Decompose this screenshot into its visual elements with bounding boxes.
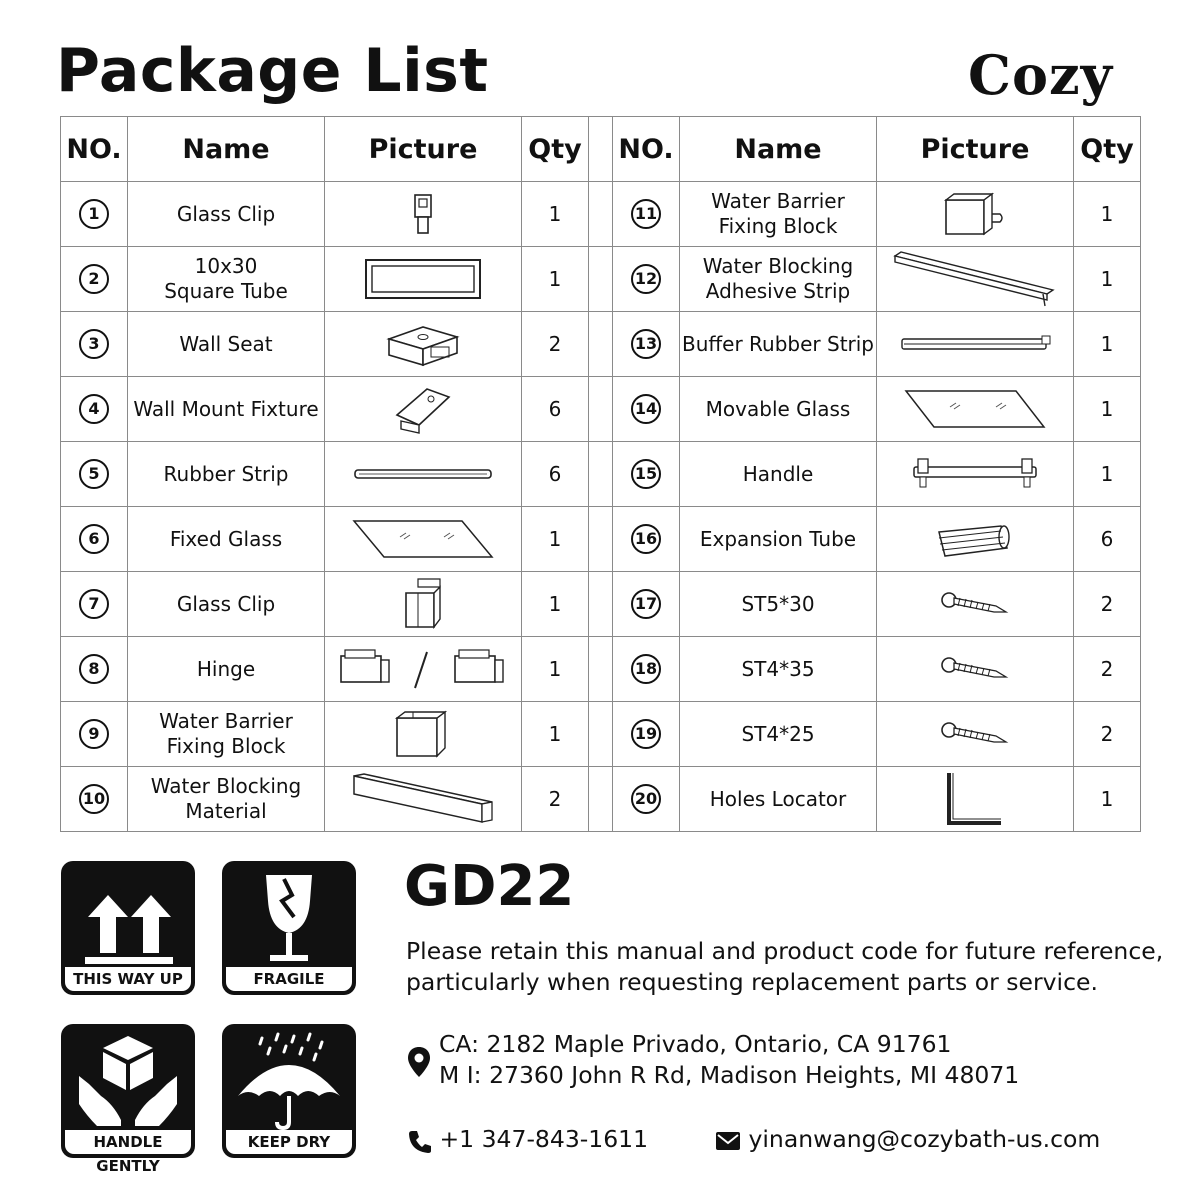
item-qty: 1 bbox=[1074, 442, 1141, 507]
address-mi: M I: 27360 John R Rd, Madison Heights, MI 48071 bbox=[439, 1061, 1020, 1089]
number-badge: 20 bbox=[631, 784, 661, 814]
item-picture bbox=[877, 572, 1074, 637]
header-no: NO. bbox=[61, 117, 128, 182]
item-name: Water Barrier Fixing Block bbox=[680, 182, 877, 247]
item-number bbox=[61, 442, 128, 507]
item-picture bbox=[877, 637, 1074, 702]
water-barrier-block-icon bbox=[325, 708, 521, 760]
glass-clip-icon bbox=[325, 191, 521, 237]
item-number bbox=[613, 182, 680, 247]
item-qty: 1 bbox=[522, 637, 589, 702]
number-badge: 18 bbox=[631, 654, 661, 684]
item-name: Fixed Glass bbox=[128, 507, 325, 572]
keep-dry-label: KEEP DRY bbox=[226, 1130, 352, 1154]
item-number bbox=[61, 247, 128, 312]
glass-clip-angle-icon bbox=[325, 577, 521, 631]
wall-mount-fixture-icon bbox=[325, 381, 521, 437]
number-badge: 3 bbox=[79, 329, 109, 359]
table-row bbox=[61, 247, 1141, 312]
item-qty: 2 bbox=[1074, 702, 1141, 767]
column-gap bbox=[589, 442, 613, 507]
model-code: GD22 bbox=[404, 854, 575, 919]
number-badge: 8 bbox=[79, 654, 109, 684]
item-name: Buffer Rubber Strip bbox=[680, 312, 877, 377]
item-qty: 2 bbox=[1074, 637, 1141, 702]
number-badge: 19 bbox=[631, 719, 661, 749]
table-row bbox=[61, 767, 1141, 832]
item-picture bbox=[325, 442, 522, 507]
number-badge: 2 bbox=[79, 264, 109, 294]
table-row bbox=[61, 572, 1141, 637]
address-block bbox=[406, 1029, 1019, 1091]
adhesive-strip-icon bbox=[877, 250, 1073, 308]
item-picture bbox=[325, 247, 522, 312]
item-name: Glass Clip bbox=[128, 182, 325, 247]
item-picture bbox=[325, 767, 522, 832]
item-picture bbox=[325, 507, 522, 572]
column-gap bbox=[589, 572, 613, 637]
item-picture bbox=[325, 702, 522, 767]
item-name: ST4*35 bbox=[680, 637, 877, 702]
column-gap bbox=[589, 507, 613, 572]
item-name: ST4*25 bbox=[680, 702, 877, 767]
item-name: Rubber Strip bbox=[128, 442, 325, 507]
table-row bbox=[61, 312, 1141, 377]
item-picture bbox=[325, 377, 522, 442]
item-number bbox=[61, 702, 128, 767]
item-picture bbox=[325, 637, 522, 702]
number-badge: 14 bbox=[631, 394, 661, 424]
item-qty: 1 bbox=[522, 572, 589, 637]
number-badge: 6 bbox=[79, 524, 109, 554]
item-number bbox=[613, 572, 680, 637]
phone-number[interactable]: +1 347-843-1611 bbox=[439, 1125, 649, 1153]
item-qty: 6 bbox=[522, 442, 589, 507]
item-name: Water Blocking Adhesive Strip bbox=[680, 247, 877, 312]
item-qty: 1 bbox=[522, 182, 589, 247]
column-gap bbox=[589, 312, 613, 377]
screw-icon bbox=[877, 590, 1073, 618]
brand-logo: Cozy bbox=[968, 43, 1114, 107]
number-badge: 13 bbox=[631, 329, 661, 359]
address-ca: CA: 2182 Maple Privado, Ontario, CA 91761 bbox=[439, 1030, 952, 1058]
handle-gently-badge bbox=[61, 1024, 195, 1175]
header-picture: Picture bbox=[877, 117, 1074, 182]
holes-locator-icon bbox=[877, 771, 1073, 827]
item-picture bbox=[877, 507, 1074, 572]
item-picture bbox=[877, 182, 1074, 247]
item-name: Handle bbox=[680, 442, 877, 507]
hinge-icon bbox=[325, 644, 521, 694]
item-qty: 1 bbox=[522, 507, 589, 572]
phone-icon bbox=[406, 1128, 432, 1154]
item-picture bbox=[325, 182, 522, 247]
retention-note: Please retain this manual and product code for future reference, particularly when requesting replacement parts or service. bbox=[406, 937, 1164, 996]
item-picture bbox=[877, 377, 1074, 442]
rubber-strip-icon bbox=[325, 467, 521, 481]
table-row bbox=[61, 507, 1141, 572]
item-qty: 1 bbox=[1074, 182, 1141, 247]
header-name: Name bbox=[128, 117, 325, 182]
item-picture bbox=[877, 767, 1074, 832]
water-blocking-bar-icon bbox=[325, 772, 521, 826]
handle-icon bbox=[877, 455, 1073, 493]
item-picture bbox=[877, 702, 1074, 767]
number-badge: 15 bbox=[631, 459, 661, 489]
header-name: Name bbox=[680, 117, 877, 182]
item-qty: 1 bbox=[1074, 767, 1141, 832]
column-gap bbox=[589, 702, 613, 767]
item-number bbox=[613, 247, 680, 312]
item-picture bbox=[877, 247, 1074, 312]
screw-icon bbox=[877, 720, 1073, 748]
buffer-rubber-strip-icon bbox=[877, 333, 1073, 355]
fragile-badge bbox=[222, 861, 356, 995]
table-row bbox=[61, 377, 1141, 442]
item-number bbox=[61, 377, 128, 442]
phone-block bbox=[406, 1124, 648, 1155]
item-qty: 1 bbox=[1074, 377, 1141, 442]
item-name: Water Barrier Fixing Block bbox=[128, 702, 325, 767]
item-picture bbox=[325, 572, 522, 637]
item-number bbox=[613, 507, 680, 572]
item-number bbox=[61, 572, 128, 637]
header-qty: Qty bbox=[1074, 117, 1141, 182]
item-number bbox=[613, 637, 680, 702]
table-row bbox=[61, 182, 1141, 247]
handle-gently-label: HANDLE GENTLY bbox=[65, 1130, 191, 1154]
keep-dry-badge bbox=[222, 1024, 356, 1158]
item-name: Glass Clip bbox=[128, 572, 325, 637]
column-gap bbox=[589, 377, 613, 442]
item-qty: 1 bbox=[522, 247, 589, 312]
item-number bbox=[613, 377, 680, 442]
number-badge: 9 bbox=[79, 719, 109, 749]
number-badge: 10 bbox=[79, 784, 109, 814]
table-header-row bbox=[61, 117, 1141, 182]
fragile-label: FRAGILE bbox=[226, 967, 352, 991]
item-name: Wall Seat bbox=[128, 312, 325, 377]
column-gap bbox=[589, 767, 613, 832]
item-name: Movable Glass bbox=[680, 377, 877, 442]
number-badge: 1 bbox=[79, 199, 109, 229]
item-name: Holes Locator bbox=[680, 767, 877, 832]
item-number bbox=[613, 442, 680, 507]
item-name: Expansion Tube bbox=[680, 507, 877, 572]
wall-seat-icon bbox=[325, 319, 521, 369]
column-gap bbox=[589, 247, 613, 312]
number-badge: 7 bbox=[79, 589, 109, 619]
item-qty: 1 bbox=[1074, 312, 1141, 377]
item-qty: 2 bbox=[1074, 572, 1141, 637]
item-picture bbox=[325, 312, 522, 377]
item-number bbox=[61, 182, 128, 247]
item-qty: 2 bbox=[522, 312, 589, 377]
number-badge: 11 bbox=[631, 199, 661, 229]
column-gap bbox=[589, 637, 613, 702]
header-qty: Qty bbox=[522, 117, 589, 182]
email-icon bbox=[715, 1130, 741, 1152]
number-badge: 12 bbox=[631, 264, 661, 294]
column-gap bbox=[589, 117, 613, 182]
item-name: Water Blocking Material bbox=[128, 767, 325, 832]
square-tube-icon bbox=[325, 257, 521, 301]
email-address[interactable]: yinanwang@cozybath-us.com bbox=[748, 1125, 1101, 1153]
item-qty: 1 bbox=[522, 702, 589, 767]
column-gap bbox=[589, 182, 613, 247]
item-number bbox=[61, 767, 128, 832]
item-name: Hinge bbox=[128, 637, 325, 702]
item-number bbox=[61, 507, 128, 572]
item-number bbox=[61, 637, 128, 702]
number-badge: 16 bbox=[631, 524, 661, 554]
number-badge: 4 bbox=[79, 394, 109, 424]
number-badge: 5 bbox=[79, 459, 109, 489]
screw-icon bbox=[877, 655, 1073, 683]
movable-glass-icon bbox=[877, 387, 1073, 431]
item-qty: 6 bbox=[1074, 507, 1141, 572]
table-row bbox=[61, 442, 1141, 507]
item-number bbox=[613, 702, 680, 767]
item-qty: 2 bbox=[522, 767, 589, 832]
item-number bbox=[613, 312, 680, 377]
this-way-up-label: THIS WAY UP bbox=[65, 967, 191, 991]
fixing-block-icon bbox=[877, 190, 1073, 238]
table-row bbox=[61, 702, 1141, 767]
item-picture bbox=[877, 442, 1074, 507]
item-number bbox=[61, 312, 128, 377]
item-qty: 1 bbox=[1074, 247, 1141, 312]
fixed-glass-icon bbox=[325, 517, 521, 561]
email-block bbox=[715, 1124, 1100, 1155]
item-name: Wall Mount Fixture bbox=[128, 377, 325, 442]
page-title: Package List bbox=[56, 36, 489, 106]
location-pin-icon bbox=[406, 1045, 432, 1079]
header-no: NO. bbox=[613, 117, 680, 182]
table-row bbox=[61, 637, 1141, 702]
number-badge: 17 bbox=[631, 589, 661, 619]
item-name: 10x30 Square Tube bbox=[128, 247, 325, 312]
expansion-tube-icon bbox=[877, 518, 1073, 560]
item-qty: 6 bbox=[522, 377, 589, 442]
item-picture bbox=[877, 312, 1074, 377]
this-way-up-badge bbox=[61, 861, 195, 995]
package-table bbox=[60, 116, 1141, 832]
header-picture: Picture bbox=[325, 117, 522, 182]
item-name: ST5*30 bbox=[680, 572, 877, 637]
item-number bbox=[613, 767, 680, 832]
